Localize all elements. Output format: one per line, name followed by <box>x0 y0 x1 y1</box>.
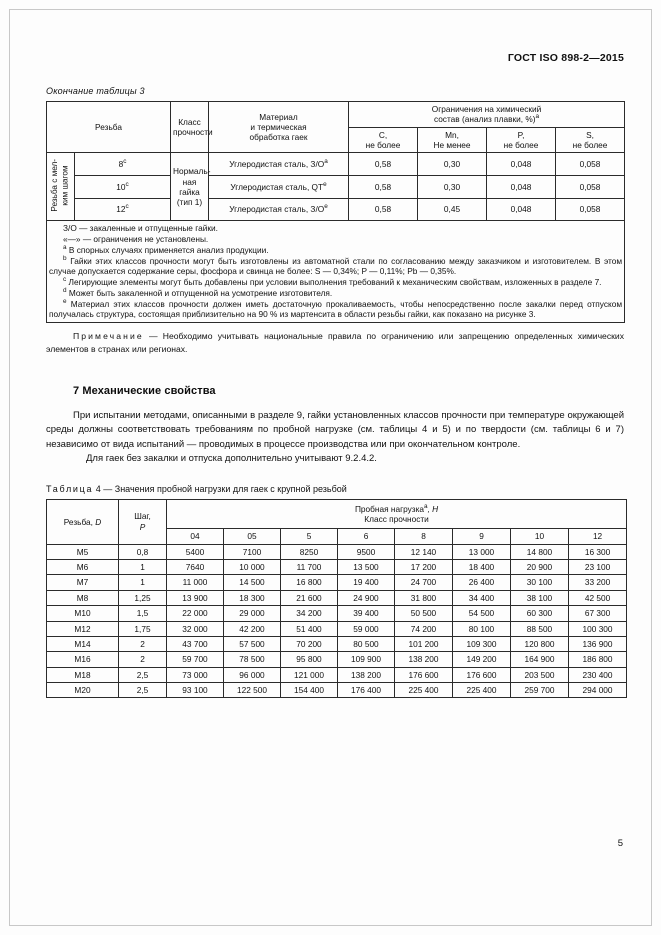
table3-cell-p: 0,048 <box>487 153 556 176</box>
table4-cell-value: 9500 <box>338 544 395 559</box>
table4-th-class-5: 5 <box>281 529 338 544</box>
table4-cell-value: 122 500 <box>224 682 281 697</box>
table4-cell-thread: M14 <box>47 636 119 651</box>
table4-cell-value: 164 900 <box>511 652 569 667</box>
table3-row-group-label <box>47 153 75 221</box>
table4-th-class-6: 6 <box>338 529 395 544</box>
table3-cell-c: 0,58 <box>349 153 418 176</box>
table3-cell-nut-type <box>171 153 209 221</box>
footnote-marker: a <box>63 244 67 252</box>
table4-cell-value: 24 900 <box>338 590 395 605</box>
table3-th-mn <box>418 127 487 153</box>
table4-cell-thread: M6 <box>47 560 119 575</box>
footnote-marker: c <box>63 276 67 284</box>
table4-cell-thread: M5 <box>47 544 119 559</box>
table4-cell-value: 8250 <box>281 544 338 559</box>
table4-cell-thread: M7 <box>47 575 119 590</box>
table-row <box>47 621 627 636</box>
table3-cell-s: 0,058 <box>556 198 625 221</box>
table-row <box>47 544 627 559</box>
table3-th-s-element: S, <box>586 129 594 140</box>
row-group-vertical-text <box>50 155 71 216</box>
table-row <box>47 652 627 667</box>
table4-cell-value: 80 500 <box>338 636 395 651</box>
running-head: ГОСТ ISO 898-2—2015 <box>507 52 624 64</box>
table4-cell-value: 7640 <box>167 560 224 575</box>
table4-cell-pitch: 2 <box>119 652 167 667</box>
table4-cell-value: 176 600 <box>395 667 453 682</box>
footnote-text: Может быть закаленной и отпущенной на усмотрение изготовителя. <box>68 288 333 299</box>
table4-cell-value: 120 800 <box>511 636 569 651</box>
table4-cell-value: 22 000 <box>167 606 224 621</box>
table3-th-p-limit: не более <box>503 140 539 151</box>
table4-cell-pitch: 1,5 <box>119 606 167 621</box>
table4-cell-value: 18 300 <box>224 590 281 605</box>
table4-th-pitch <box>119 499 167 544</box>
table4-th-class-05: 05 <box>224 529 281 544</box>
table4-cell-value: 100 300 <box>569 621 627 636</box>
table4-cell-value: 33 200 <box>569 575 627 590</box>
table4-cell-pitch: 2,5 <box>119 682 167 697</box>
table3-cell-class <box>75 176 171 199</box>
table4-cell-value: 43 700 <box>167 636 224 651</box>
table4-cell-value: 13 500 <box>338 560 395 575</box>
table4-group-line-2: Класс прочности <box>364 514 429 525</box>
table3-caption: Окончание таблицы 3 <box>46 86 145 96</box>
table3-th-class <box>171 102 213 153</box>
table4-cell-value: 7100 <box>224 544 281 559</box>
table4-cell-pitch: 0,8 <box>119 544 167 559</box>
table-row <box>47 153 625 176</box>
table4-cell-thread: M10 <box>47 606 119 621</box>
table4-cell-value: 80 100 <box>453 621 511 636</box>
table4-cell-value: 136 900 <box>569 636 627 651</box>
table4-cell-value: 225 400 <box>395 682 453 697</box>
chem-group-footnote-marker: a <box>535 113 540 121</box>
footnote-marker: b <box>63 255 67 263</box>
note-text: Необходимо учитывать национальные правила по ограничению или запрещению определенных химических элементов в странах или регионах. <box>46 331 624 355</box>
table4-th-class-10: 10 <box>511 529 569 544</box>
table4-caption-text: Значения пробной нагрузки для гаек с крупной резьбой <box>114 483 347 494</box>
material-value: Углеродистая сталь, З/О <box>229 204 325 215</box>
table4-cell-value: 19 400 <box>338 575 395 590</box>
table3-cell-mn: 0,30 <box>418 153 487 176</box>
table4-cell-value: 42 200 <box>224 621 281 636</box>
table3-th-chem-group <box>349 102 625 128</box>
table3-th-class-label: Класс прочности <box>173 116 213 138</box>
footnote-text: В спорных случаях применяется анализ продукции. <box>68 245 269 256</box>
footnote-text: З/О — закаленные и отпущенные гайки. <box>63 223 218 234</box>
class-value: 12 <box>116 204 126 215</box>
table4-cell-pitch: 1 <box>119 560 167 575</box>
table4-cell-value: 23 100 <box>569 560 627 575</box>
material-line-3: обработка гаек <box>249 132 308 143</box>
table3-header-row-1 <box>47 102 625 128</box>
table4-th-class-04: 04 <box>167 529 224 544</box>
table3-th-p-element: P, <box>517 129 525 140</box>
table3-th-c-limit: не более <box>365 140 401 151</box>
table4-cell-thread: M20 <box>47 682 119 697</box>
section-heading-7: 7 Механические свойства <box>73 384 216 397</box>
table4-cell-value: 13 000 <box>453 544 511 559</box>
table4-cell-value: 59 700 <box>167 652 224 667</box>
table-row <box>47 667 627 682</box>
table4-cell-value: 20 900 <box>511 560 569 575</box>
table4-cell-value: 186 800 <box>569 652 627 667</box>
table4-cell-value: 176 600 <box>453 667 511 682</box>
table4-caption <box>46 484 624 494</box>
table4-cell-value: 14 800 <box>511 544 569 559</box>
table3-th-s-limit: не более <box>572 140 608 151</box>
table4-cell-value: 67 300 <box>569 606 627 621</box>
table3-th-mn-limit: Не менее <box>433 140 471 151</box>
table-row <box>47 636 627 651</box>
table4-header-row-1 <box>47 499 627 529</box>
table4-caption-label: Таблица <box>46 483 94 494</box>
table3-th-c-element: C, <box>378 129 388 140</box>
table4-group-footnote-marker: a <box>424 502 428 510</box>
table4-cell-value: 149 200 <box>453 652 511 667</box>
note-block <box>46 330 624 356</box>
page-number: 5 <box>617 838 623 849</box>
table3-cell-material <box>209 198 349 221</box>
table4-cell-value: 17 200 <box>395 560 453 575</box>
table4-th-thread-symbol: D <box>95 516 102 527</box>
footnote-item <box>49 288 622 298</box>
table4-th-class-12: 12 <box>569 529 627 544</box>
row-group-line-1: Резьба с мел- <box>50 159 60 213</box>
footnote-text: Легирующие элементы могут быть добавлены при условии выполнения требований к механическим свойствам, изложенных в разделе 7. <box>68 277 602 288</box>
nut-line-2: ная гайка <box>179 176 200 197</box>
table4-group-line-1: Пробная нагрузка <box>354 503 424 514</box>
table-row <box>47 560 627 575</box>
table4-cell-value: 93 100 <box>167 682 224 697</box>
table4-cell-value: 121 000 <box>281 667 338 682</box>
table4-cell-value: 74 200 <box>395 621 453 636</box>
table4-cell-value: 109 900 <box>338 652 395 667</box>
material-line-1: Материал <box>259 111 298 122</box>
chem-group-line-2: состав (анализ плавки, %) <box>433 114 536 125</box>
table3-th-mn-element: Mn, <box>445 129 459 140</box>
table4-th-pitch-label: Шаг, <box>134 511 151 522</box>
material-value: Углеродистая сталь, З/О <box>229 159 325 170</box>
table4-cell-value: 31 800 <box>395 590 453 605</box>
footnote-marker: d <box>63 287 67 295</box>
table3-cell-mn: 0,45 <box>418 198 487 221</box>
table4-cell-value: 88 500 <box>511 621 569 636</box>
table4-cell-value: 57 500 <box>224 636 281 651</box>
table4-cell-value: 39 400 <box>338 606 395 621</box>
table4-cell-pitch: 1,25 <box>119 590 167 605</box>
table4-cell-value: 54 500 <box>453 606 511 621</box>
table4-cell-thread: M16 <box>47 652 119 667</box>
class-footnote-marker: c <box>125 180 129 188</box>
table4-cell-value: 230 400 <box>569 667 627 682</box>
material-footnote-marker: a <box>324 158 328 166</box>
table3-footnotes <box>47 221 625 323</box>
table4-cell-value: 38 100 <box>511 590 569 605</box>
table3-cell-p: 0,048 <box>487 198 556 221</box>
table4-cell-value: 26 400 <box>453 575 511 590</box>
table4-cell-value: 59 000 <box>338 621 395 636</box>
table4-cell-thread: M8 <box>47 590 119 605</box>
footnote-marker: e <box>63 298 67 306</box>
table4-cell-value: 34 400 <box>453 590 511 605</box>
table4-cell-value: 5400 <box>167 544 224 559</box>
page-content <box>46 52 624 698</box>
table4-cell-pitch: 2,5 <box>119 667 167 682</box>
table3-cell-class <box>75 153 171 176</box>
table4-cell-value: 12 140 <box>395 544 453 559</box>
table4-cell-value: 34 200 <box>281 606 338 621</box>
table3-cell-c: 0,58 <box>349 176 418 199</box>
nut-line-3: (тип 1) <box>176 197 203 208</box>
table4-cell-value: 13 900 <box>167 590 224 605</box>
footnote-text: Гайки этих классов прочности могут быть изготовлены из автоматной стали по согласованию между заказчиком и изготовителем. В этом случае допускается содержание серы, фосфора и свинца не более: S — 0,34%; P — 0,11%; Pb — 0,35%. <box>49 255 623 277</box>
table4-cell-value: 29 000 <box>224 606 281 621</box>
table4-cell-value: 18 400 <box>453 560 511 575</box>
table4-cell-value: 176 400 <box>338 682 395 697</box>
table4-cell-value: 16 300 <box>569 544 627 559</box>
material-footnote-marker: e <box>323 180 327 188</box>
table-row <box>47 682 627 697</box>
table4-cell-pitch: 1,75 <box>119 621 167 636</box>
table4-cell-value: 154 400 <box>281 682 338 697</box>
table4-cell-value: 51 400 <box>281 621 338 636</box>
chem-group-line-1: Ограничения на химический <box>431 104 542 114</box>
table-row <box>47 606 627 621</box>
table4-cell-value: 138 200 <box>338 667 395 682</box>
table3 <box>46 101 625 323</box>
class-value: 10 <box>116 181 126 192</box>
footnote-text: Материал этих классов прочности должен иметь достаточную прокаливаемость, чтобы непосредственно после закалки перед отпуском получалась структура, состоящая приблизительно на 90 % из мартенсита в области резьбы гайки, как показано на рисунке 3. <box>49 298 623 320</box>
table-row <box>47 575 627 590</box>
section7-paragraph-1: При испытании методами, описанными в разделе 9, гайки установленных классов прочности при температуре окружающей среды должны соответствовать требованиям по пробной нагрузке (см. таблицы 4 и 5) и по твердости (см. таблицы 6 и 7) независимо от вида испытаний — проводимых в процессе производства или при окончательном контроле. <box>46 409 624 450</box>
table4-cell-value: 11 700 <box>281 560 338 575</box>
footnote-item <box>49 245 622 255</box>
table4-cell-thread: M18 <box>47 667 119 682</box>
material-footnote-marker: e <box>324 203 328 211</box>
table3-th-s <box>556 127 625 153</box>
footnote-item <box>49 256 622 277</box>
table4-th-class-8: 8 <box>395 529 453 544</box>
table4-cell-pitch: 1 <box>119 575 167 590</box>
note-dash: — <box>148 331 158 342</box>
table4-cell-value: 21 600 <box>281 590 338 605</box>
table4-cell-value: 259 700 <box>511 682 569 697</box>
table4 <box>46 499 627 699</box>
table4-caption-number: 4 <box>95 483 101 494</box>
table3-th-c <box>349 127 418 153</box>
material-value: Углеродистая сталь, QT <box>230 181 324 192</box>
table4-cell-value: 101 200 <box>395 636 453 651</box>
table4-th-thread-label: Резьба, <box>63 516 93 527</box>
table4-caption-dash: — <box>103 483 113 494</box>
table-row <box>47 198 625 221</box>
note-label: Примечание <box>73 331 144 342</box>
table4-cell-value: 24 700 <box>395 575 453 590</box>
table4-cell-value: 11 000 <box>167 575 224 590</box>
table4-cell-value: 10 000 <box>224 560 281 575</box>
table4-th-class-9: 9 <box>453 529 511 544</box>
table4-cell-value: 138 200 <box>395 652 453 667</box>
table4-th-pitch-symbol: P <box>139 521 146 532</box>
table-row <box>47 176 625 199</box>
footnote-item <box>49 299 622 320</box>
footnote-text: «—» — ограничения не установлены. <box>63 234 209 245</box>
table3-cell-s: 0,058 <box>556 153 625 176</box>
table3-footnotes-row <box>47 221 625 323</box>
footnote-item <box>49 223 622 233</box>
table3-cell-material <box>209 176 349 199</box>
table4-th-proof-load-group <box>167 499 627 529</box>
table3-cell-p: 0,048 <box>487 176 556 199</box>
table3-cell-class <box>75 198 171 221</box>
class-footnote-marker: c <box>123 158 127 166</box>
table3-cell-material <box>209 153 349 176</box>
material-line-2: и термическая <box>250 122 307 133</box>
table4-cell-value: 225 400 <box>453 682 511 697</box>
table4-cell-value: 109 300 <box>453 636 511 651</box>
table3-th-p <box>487 127 556 153</box>
row-group-line-2: ким шагом <box>60 165 70 206</box>
table4-cell-value: 32 000 <box>167 621 224 636</box>
table3-cell-s: 0,058 <box>556 176 625 199</box>
table4-cell-value: 70 200 <box>281 636 338 651</box>
table4-cell-value: 14 500 <box>224 575 281 590</box>
table3-cell-c: 0,58 <box>349 198 418 221</box>
table4-cell-value: 294 000 <box>569 682 627 697</box>
footnote-item <box>49 234 622 244</box>
table4-cell-value: 203 500 <box>511 667 569 682</box>
class-footnote-marker: c <box>125 203 129 211</box>
table3-th-thread: Резьба <box>47 102 171 153</box>
table4-cell-value: 60 300 <box>511 606 569 621</box>
table4-cell-value: 30 100 <box>511 575 569 590</box>
table4-cell-pitch: 2 <box>119 636 167 651</box>
table4-cell-value: 16 800 <box>281 575 338 590</box>
table4-cell-value: 95 800 <box>281 652 338 667</box>
class-value: 8 <box>118 159 124 170</box>
table3-cell-mn: 0,30 <box>418 176 487 199</box>
table4-cell-value: 42 500 <box>569 590 627 605</box>
table4-cell-value: 78 500 <box>224 652 281 667</box>
table-row <box>47 590 627 605</box>
section7-paragraph-2: Для гаек без закалки и отпуска дополнительно учитывают 9.2.4.2. <box>86 453 377 465</box>
table4-group-unit: , H <box>427 503 439 514</box>
table4-th-thread <box>47 499 119 544</box>
table4-cell-value: 73 000 <box>167 667 224 682</box>
table4-cell-value: 96 000 <box>224 667 281 682</box>
nut-line-1: Нормаль- <box>173 166 211 177</box>
table4-cell-thread: M12 <box>47 621 119 636</box>
table3-th-material <box>209 102 349 153</box>
table4-cell-value: 50 500 <box>395 606 453 621</box>
footnote-item <box>49 277 622 287</box>
